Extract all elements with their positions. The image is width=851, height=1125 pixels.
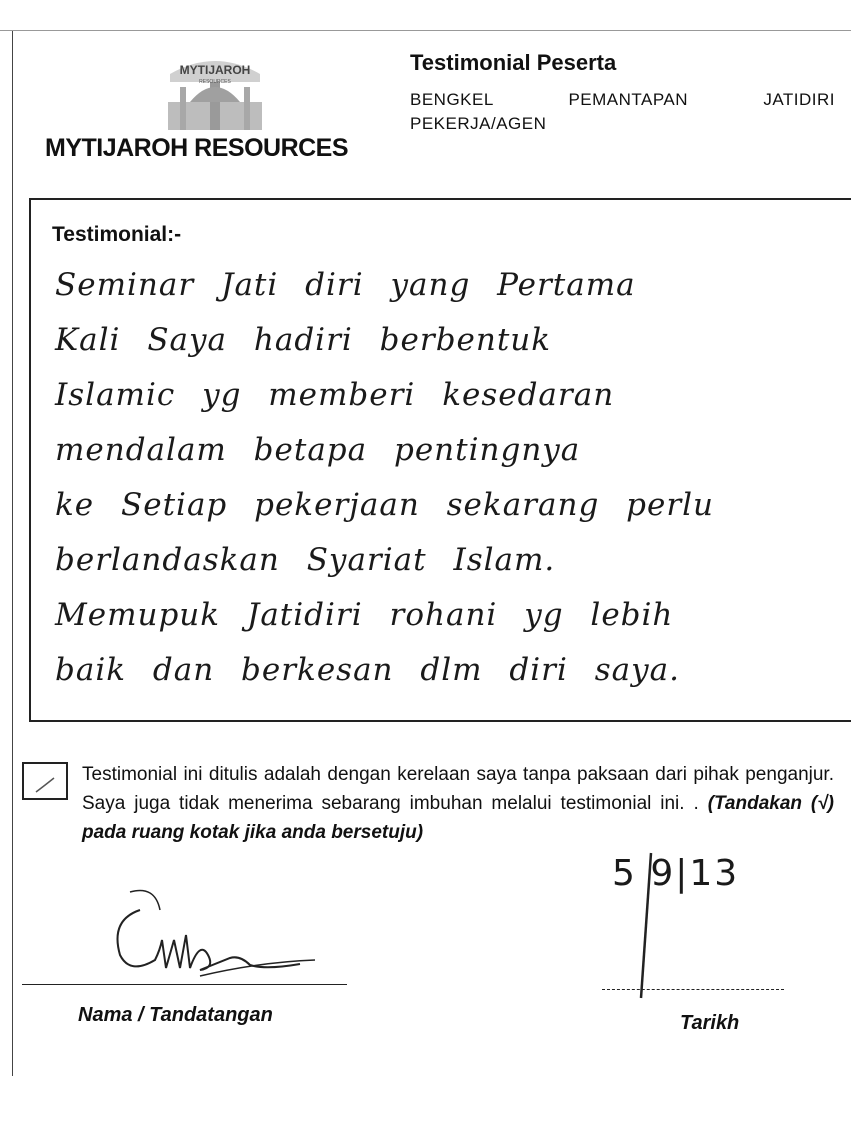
signature-label: Nama / Tandatangan <box>78 1004 273 1026</box>
mytijaroh-logo <box>160 52 270 132</box>
testimonial-line: Islamic yg memberi kesedaran <box>55 377 615 413</box>
svg-text:RESOURCES: RESOURCES <box>199 79 231 85</box>
checkmark-icon <box>24 764 68 800</box>
date-value: 5 9|13 <box>612 853 740 894</box>
testimonial-line: Seminar Jati diri yang Pertama <box>55 267 636 303</box>
testimonial-line: Kali Saya hadiri berbentuk <box>55 322 552 358</box>
form-title: Testimonial Peserta <box>410 50 617 75</box>
date-line <box>602 989 784 990</box>
consent-text: Testimonial ini ditulis adalah dengan kerelaan saya tanpa paksaan dari pihak penganjur. Saya juga tidak menerima sebarang imbuhan melalui testimonial ini. . <box>82 764 834 814</box>
consent-checkbox[interactable] <box>22 762 68 800</box>
testimonial-line: Memupuk Jatidiri rohani yg lebih <box>55 597 674 633</box>
testimonial-line: baik dan berkesan dlm diri saya. <box>55 652 680 688</box>
testimonial-label: Testimonial:- <box>52 223 182 246</box>
consent-instruction: (Tandakan (√) pada ruang kotak jika anda bersetuju) <box>82 793 834 843</box>
date-label: Tarikh <box>680 1012 740 1034</box>
consent-statement <box>82 760 834 847</box>
testimonial-line: ke Setiap pekerjaan sekarang perlu <box>55 487 715 523</box>
form-subtitle: BENGKEL PEMANTAPAN JATIDIRI PEKERJA/AGEN <box>410 90 835 133</box>
testimonial-line: berlandaskan Syariat Islam. <box>55 542 556 578</box>
testimonial-line: mendalam betapa pentingnya <box>55 432 581 468</box>
signature-image <box>100 880 340 985</box>
signature-line <box>22 984 347 985</box>
scan-edge-left <box>12 31 13 1076</box>
scan-edge-top <box>0 30 851 31</box>
testimonial-text <box>55 258 845 698</box>
svg-text:MYTIJAROH: MYTIJAROH <box>179 63 251 77</box>
company-name: MYTIJAROH RESOURCES <box>45 134 349 162</box>
